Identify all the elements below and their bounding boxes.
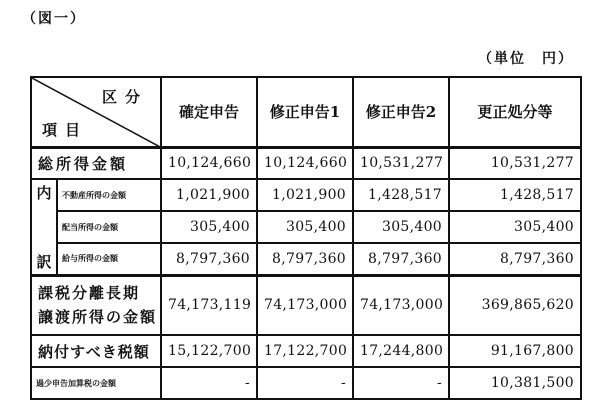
cell-value: 17,244,800 — [353, 335, 449, 367]
figure-label: （図一） — [22, 11, 86, 27]
table-row — [31, 211, 581, 243]
row-label-fudosan: 不動産所得の金額 — [57, 179, 161, 211]
cell-value: 8,797,360 — [161, 243, 257, 275]
table-row — [31, 335, 581, 367]
header-shusei-1: 修正申告1 — [257, 77, 353, 147]
cell-value: 305,400 — [161, 211, 257, 243]
row-label-kyuyo: 給与所得の金額 — [57, 243, 161, 275]
header-kakutei: 確定申告 — [161, 77, 257, 147]
cell-value: 10,124,660 — [161, 147, 257, 179]
header-row — [31, 77, 581, 147]
cell-value: 1,428,517 — [353, 179, 449, 211]
row-label-joto-line2: 譲渡所得の金額 — [38, 308, 158, 327]
corner-top-label: 区分 — [101, 88, 148, 106]
table-row — [31, 367, 581, 399]
cell-value: 8,797,360 — [257, 243, 353, 275]
table-row — [31, 179, 581, 211]
header-kosei: 更正処分等 — [449, 77, 581, 147]
cell-value: 305,400 — [353, 211, 449, 243]
header-shusei-2: 修正申告2 — [353, 77, 449, 147]
cell-value: 1,428,517 — [449, 179, 581, 211]
cell-value: 10,531,277 — [353, 147, 449, 179]
cell-value: 305,400 — [449, 211, 581, 243]
row-label-sou-shotoku: 総所得金額 — [31, 147, 161, 179]
row-label-haito: 配当所得の金額 — [57, 211, 161, 243]
row-label-joto — [31, 275, 161, 335]
cell-value: 91,167,800 — [449, 335, 581, 367]
inner-label-bottom: 訳 — [31, 243, 57, 275]
row-label-kasho: 過少申告加算税の金額 — [31, 367, 161, 399]
row-label-joto-line1: 課税分離長期 — [38, 284, 141, 303]
table-row — [31, 275, 581, 335]
unit-label: （単位 円） — [478, 51, 574, 67]
cell-value: - — [353, 367, 449, 399]
inner-label-top: 内 — [31, 179, 57, 211]
cell-value: - — [257, 367, 353, 399]
cell-value: 305,400 — [257, 211, 353, 243]
cell-value: 8,797,360 — [353, 243, 449, 275]
cell-value: - — [161, 367, 257, 399]
cell-value: 17,122,700 — [257, 335, 353, 367]
corner-cell — [31, 77, 161, 147]
cell-value: 10,531,277 — [449, 147, 581, 179]
table-row — [31, 243, 581, 275]
inner-label-spacer — [31, 211, 57, 243]
cell-value: 1,021,900 — [161, 179, 257, 211]
cell-value: 74,173,119 — [161, 275, 257, 335]
corner-bottom-label: 項目 — [42, 120, 89, 139]
cell-value: 1,021,900 — [257, 179, 353, 211]
cell-value: 15,122,700 — [161, 335, 257, 367]
cell-value: 369,865,620 — [449, 275, 581, 335]
cell-value: 10,381,500 — [449, 367, 581, 399]
table-row — [31, 147, 581, 179]
cell-value: 74,173,000 — [257, 275, 353, 335]
cell-value: 74,173,000 — [353, 275, 449, 335]
cell-value: 8,797,360 — [449, 243, 581, 275]
cell-value: 10,124,660 — [257, 147, 353, 179]
tax-table — [30, 76, 582, 400]
row-label-nofu: 納付すべき税額 — [31, 335, 161, 367]
